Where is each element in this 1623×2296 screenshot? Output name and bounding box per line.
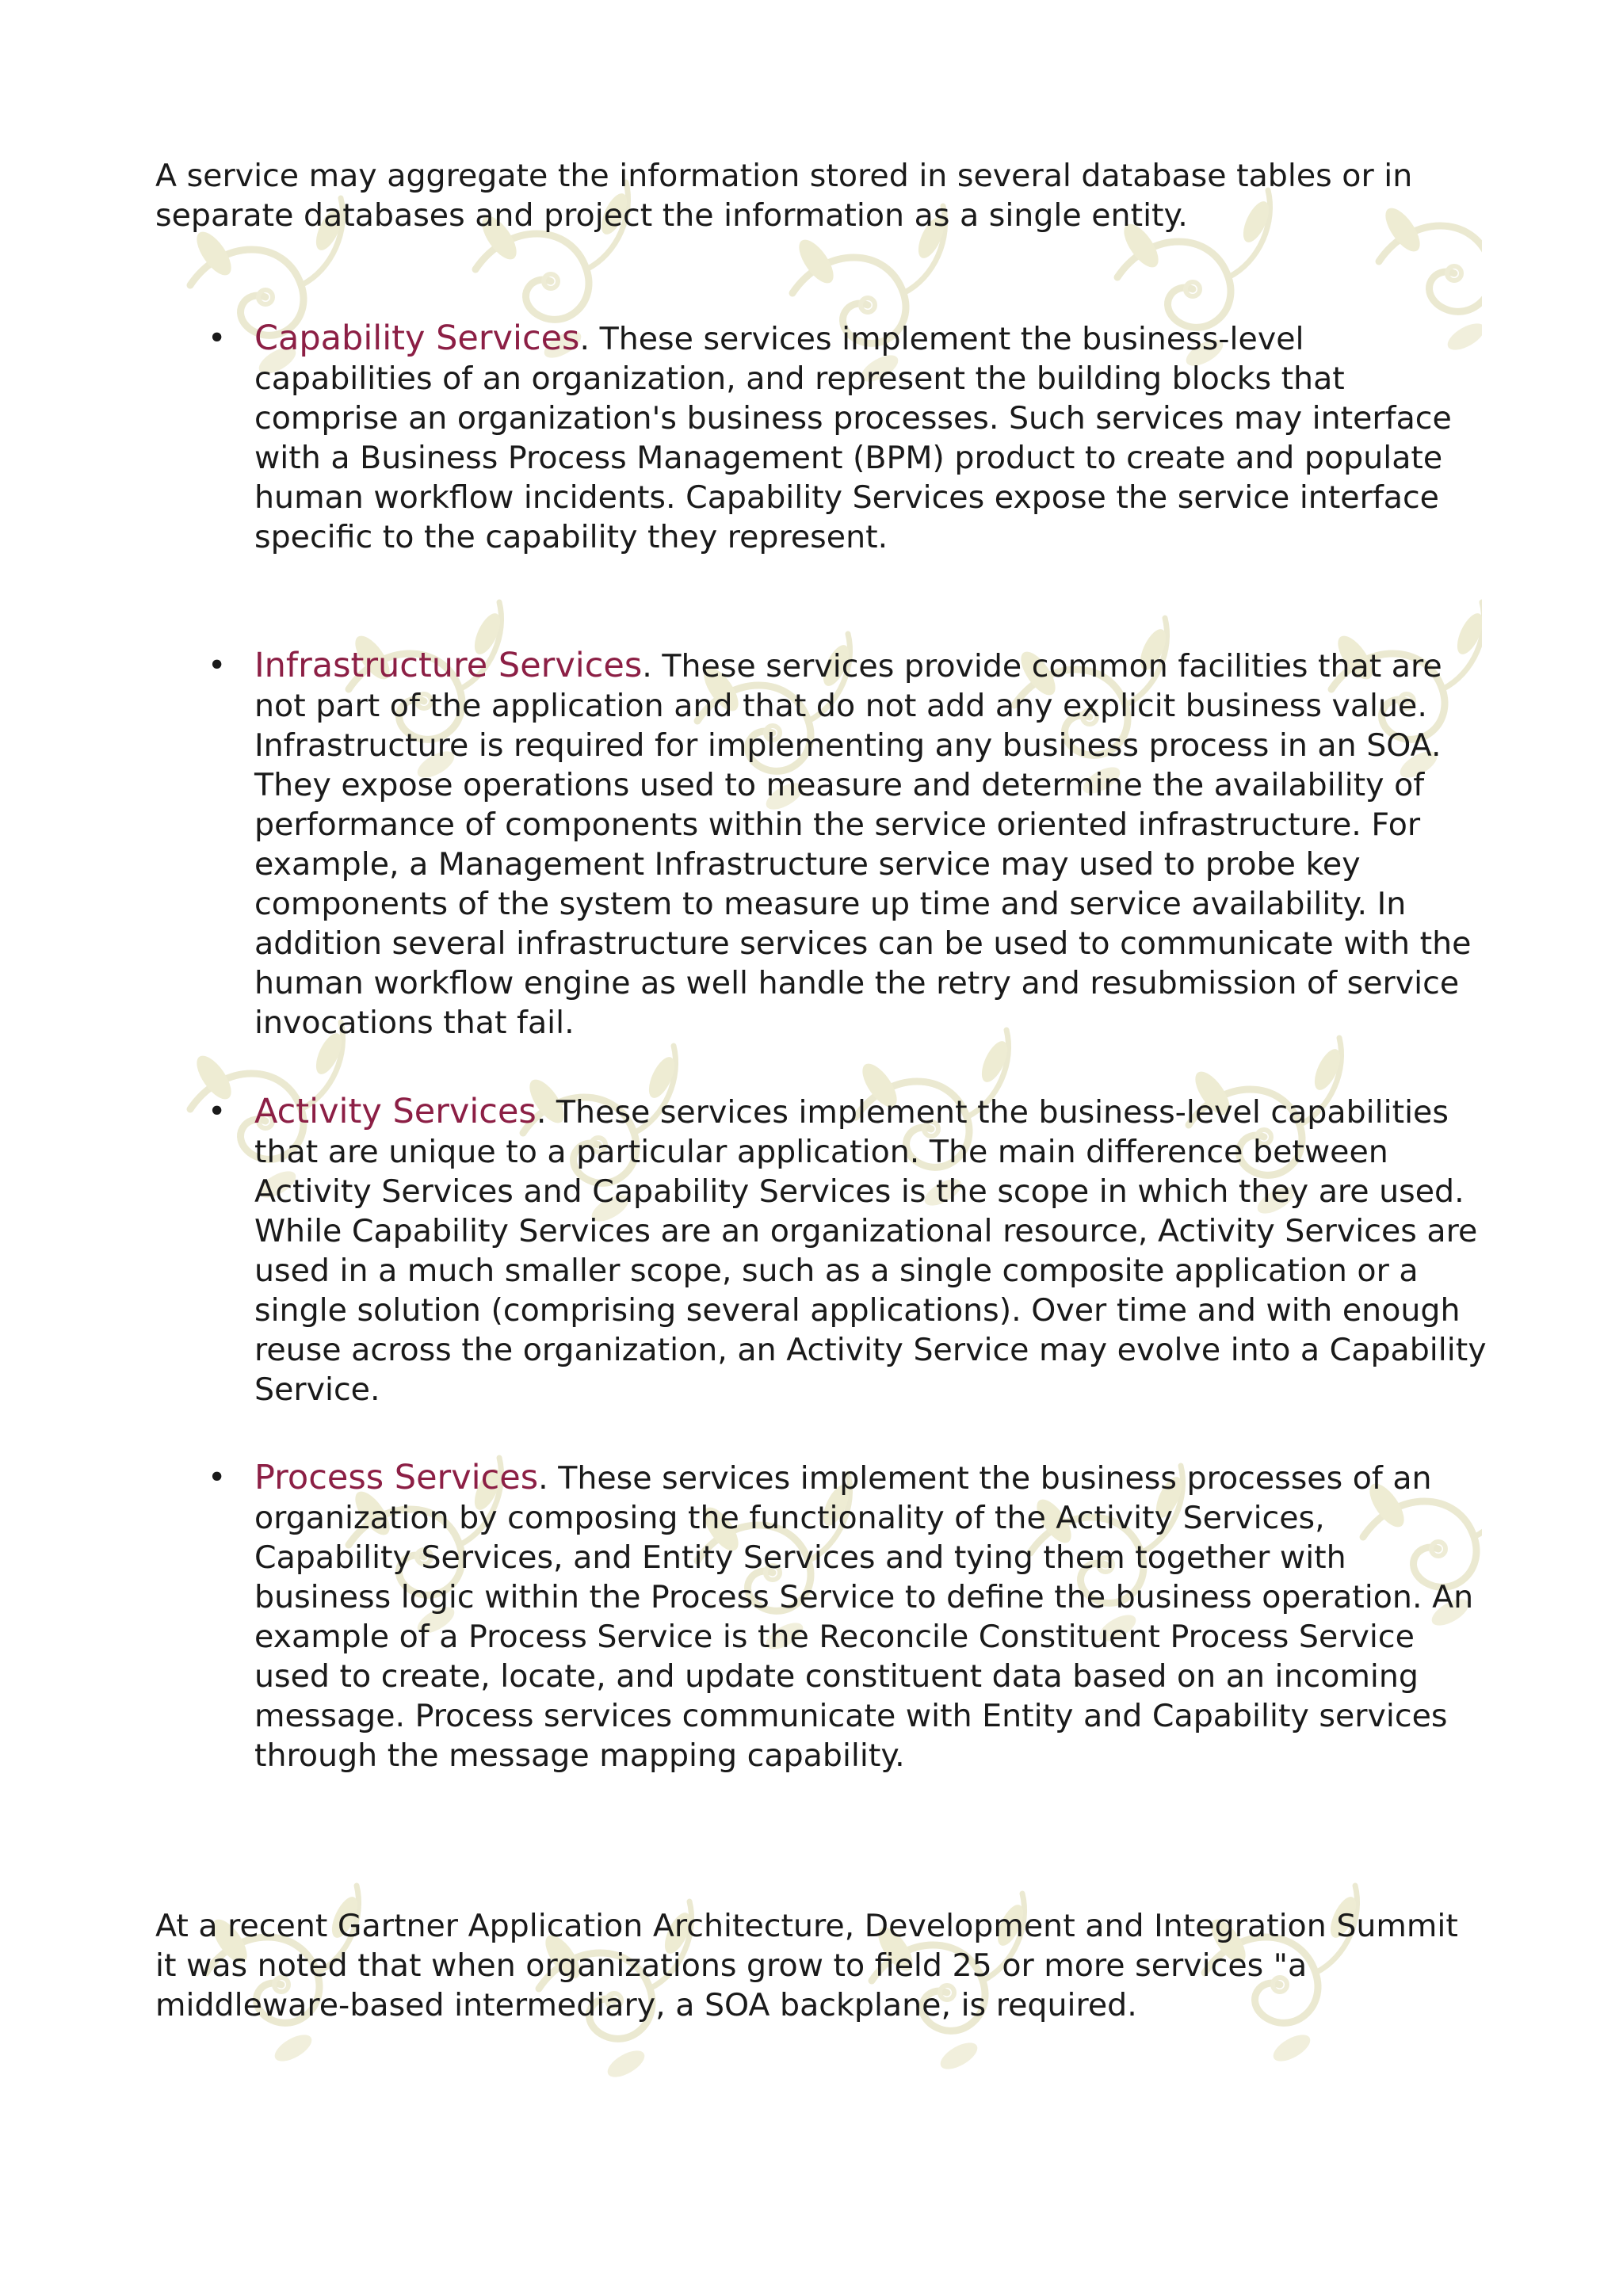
list-item-text bbox=[254, 318, 1491, 557]
term-capability-services: Capability Services bbox=[254, 318, 580, 358]
term-activity-services: Activity Services bbox=[254, 1092, 537, 1131]
bullet-icon: • bbox=[208, 320, 227, 357]
list-item-text bbox=[254, 646, 1491, 1043]
bullet-icon: • bbox=[208, 1459, 227, 1496]
bullet-icon: • bbox=[208, 647, 227, 684]
item-description: . These services implement the business processes of an organization by composing the functionality of the Activity Services, Capability Services, and Entity Services and tying them together with business logic within the Process Service to define the business operation. An example of a Process Service is the Reconcile Constituent Process Service used to create, locate, and update constituent data based on an incoming message. Process services communicate with Entity and Capability services through the message mapping capability. bbox=[254, 1460, 1474, 1774]
intro-paragraph: A service may aggregate the information stored in several database tables or in separate databases and project the information as a single entity. bbox=[155, 158, 1413, 234]
term-process-services: Process Services bbox=[254, 1458, 539, 1497]
item-description: . These services implement the business-level capabilities of an organization, and represent the building blocks that comprise an organization's business processes. Such services may interface with a Business Process Management (BPM) product to create and populate human workflow incidents. Capability Services expose the service interface specific to the capability they represent. bbox=[254, 321, 1452, 555]
bullet-icon: • bbox=[208, 1093, 227, 1130]
item-description: . These services implement the business-level capabilities that are unique to a particular application. The main difference between Activity Services and Capability Services is the scope in which they are used. While Capability Services are an organizational resource, Activity Services are used in a much smaller scope, such as a single composite application or a single solution (comprising several applications). Over time and with enough reuse across the organization, an Activity Service may evolve into a Capability Service. bbox=[254, 1094, 1487, 1408]
list-item-text bbox=[254, 1458, 1491, 1775]
item-description: . These services provide common facilities that are not part of the application and that do not add any explicit business value. Infrastructure is required for implementing any business process in an SOA. They expose operations used to measure and determine the availability of performance of components within the service oriented infrastructure. For example, a Management Infrastructure service may used to probe key components of the system to measure up time and service availability. In addition several infrastructure services can be used to communicate with the human workflow engine as well handle the retry and resubmission of service invocations that fail. bbox=[254, 648, 1472, 1041]
term-infrastructure-services: Infrastructure Services bbox=[254, 646, 643, 685]
outro-paragraph: At a recent Gartner Application Architecture, Development and Integration Summit it was noted that when organizations grow to field 25 or more services "a middleware-based intermediary, a SOA backplane, is required. bbox=[155, 1908, 1458, 2023]
list-item-text bbox=[254, 1092, 1491, 1409]
